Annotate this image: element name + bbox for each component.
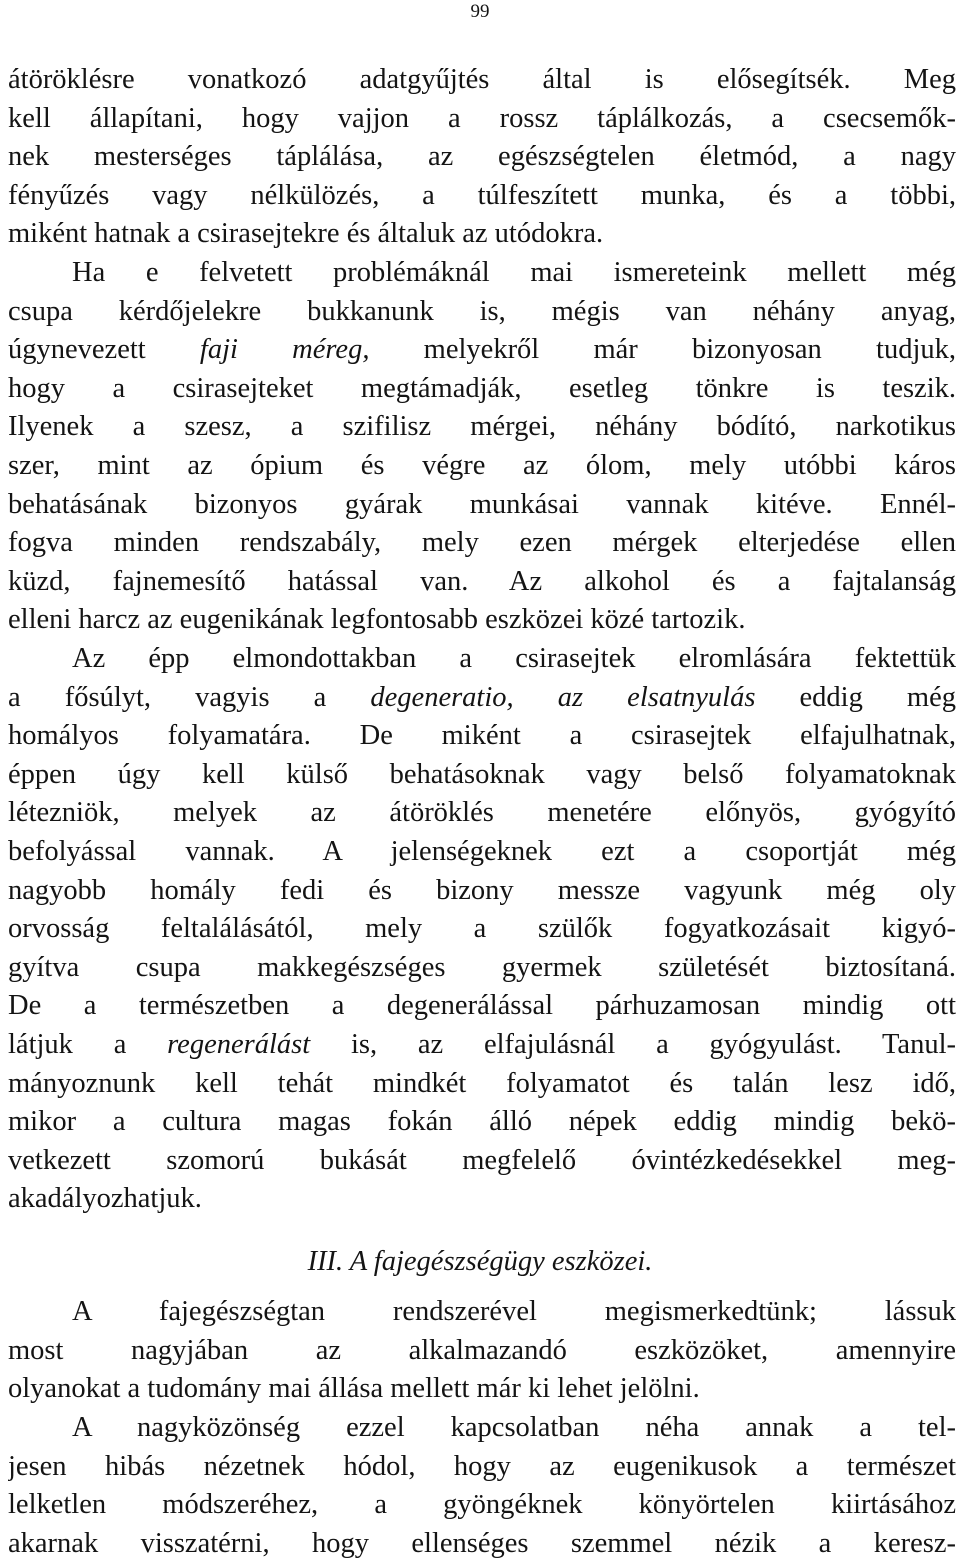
text-line: miként hatnak a csirasejtekre és általuk az utódokra. xyxy=(8,218,604,250)
text-line: A fajegészségtan rendszerével megismerkedtünk; lássuk xyxy=(72,1296,956,1327)
paragraph-nagykozonseg xyxy=(8,1409,956,1563)
paragraph-faji-mereg xyxy=(8,254,956,640)
text-line: most nagyjában az alkalmazandó eszközöket, amennyire xyxy=(8,1334,956,1366)
text-line: olyanokat a tudomány mai állása mellett már ki lehet jelölni. xyxy=(8,1373,700,1405)
section-heading: III. A fajegészségügy eszközei. xyxy=(307,1246,653,1277)
page-number: 99 xyxy=(470,1,490,22)
text-line: szer, mint az ópium és végre az ólom, mely utóbbi káros xyxy=(8,449,956,481)
text-line: küzd, fajnemesítő hatással van. Az alkohol és a fajtalanság xyxy=(8,565,956,597)
text-run: melyekről már bizonyosan tudjuk, xyxy=(369,334,956,366)
text-line: Az épp elmondottakban a csirasejtek elromlására fektettük xyxy=(72,643,956,674)
text-line: orvosság feltalálásától, mely a szülők fogyatkozásait kigyó- xyxy=(8,913,956,945)
paragraph-eszkozok xyxy=(8,1293,956,1409)
text-line: befolyással vannak. A jelenségeknek ezt a csoportját még xyxy=(8,835,956,867)
text-line: gyítva csupa makkegészséges gyermek születését biztosítaná. xyxy=(8,951,956,983)
text-line xyxy=(8,331,956,370)
text-line: mányoznunk kell tehát mindkét folyamatot és talán lesz idő, xyxy=(8,1067,956,1099)
text-line: fogva minden rendszabály, mely ezen mérgek elterjedése ellen xyxy=(8,527,956,559)
text-line: Ha e felvetett problémáknál mai ismereteink mellett még xyxy=(72,257,956,288)
text-line: nagyobb homály fedi és bizony messze vagyunk még oly xyxy=(8,874,956,906)
text-line: elleni harcz az eugenikának legfontosabb eszközei közé tartozik. xyxy=(8,604,746,636)
text-line: mikor a cultura magas fokán álló népek eddig mindig bekö- xyxy=(8,1106,956,1138)
text-run: eddig még xyxy=(755,681,956,713)
text-line: akarnak visszatérni, hogy ellenséges szemmel nézik a keresz- xyxy=(8,1527,956,1559)
text-run: látjuk a xyxy=(8,1028,168,1060)
text-line xyxy=(8,679,956,718)
text-line: jesen hibás nézetnek hódol, hogy az eugenikusok a természet xyxy=(8,1450,956,1482)
text-line: De a természetben a degenerálással párhuzamosan mindig ott xyxy=(8,990,956,1022)
text-line: akadályozhatjuk. xyxy=(8,1183,202,1215)
text-run: is, az elfajulásnál a gyógyulást. Tanul- xyxy=(310,1028,956,1060)
text-line: Ilyenek a szesz, a szifilisz mérgei, néhány bódító, narkotikus xyxy=(8,411,956,443)
emphasis-text: regenerálást xyxy=(167,1028,311,1060)
text-line xyxy=(8,1026,956,1065)
text-line: éppen úgy kell külső behatásoknak vagy belső folyamatoknak xyxy=(8,758,956,790)
emphasis-text: degeneratio, az elsatnyulás xyxy=(370,681,756,713)
text-line: csupa kérdőjelekre bukkanunk is, mégis van néhány anyag, xyxy=(8,295,956,327)
text-line: vetkezett szomorú bukását megfelelő óvintézkedésekkel meg- xyxy=(8,1144,956,1176)
text-line: behatásának bizonyos gyárak munkásai vannak kitéve. Ennél- xyxy=(8,488,956,520)
emphasis-text: faji méreg, xyxy=(199,334,370,366)
text-line: létezniök, melyek az átöröklés menetére előnyös, gyógyító xyxy=(8,797,956,829)
text-run: a fősúlyt, vagyis a xyxy=(8,681,371,713)
text-line: nek mesterséges táplálása, az egészségtelen életmód, a nagy xyxy=(8,141,956,173)
text-line: hogy a csirasejteket megtámadják, esetleg tönkre is teszik. xyxy=(8,372,956,404)
text-line: lelketlen módszeréhez, a gyöngéknek könyörtelen kiirtásához xyxy=(8,1489,956,1521)
paragraph-continuation xyxy=(8,61,956,254)
text-line: fényűzés vagy nélkülözés, a túlfeszített munka, és a többi, xyxy=(8,179,956,211)
text-line: átöröklésre vonatkozó adatgyűjtés által is elősegítsék. Meg xyxy=(8,64,956,95)
text-run: úgynevezett xyxy=(8,334,200,366)
text-line: A nagyközönség ezzel kapcsolatban néha annak a tel- xyxy=(72,1412,956,1443)
text-line: kell állapítani, hogy vajjon a rossz táplálkozás, a csecsemők- xyxy=(8,102,956,134)
paragraph-degeneratio xyxy=(8,640,956,1219)
text-line: homályos folyamatára. De miként a csirasejtek elfajulhatnak, xyxy=(8,720,956,752)
